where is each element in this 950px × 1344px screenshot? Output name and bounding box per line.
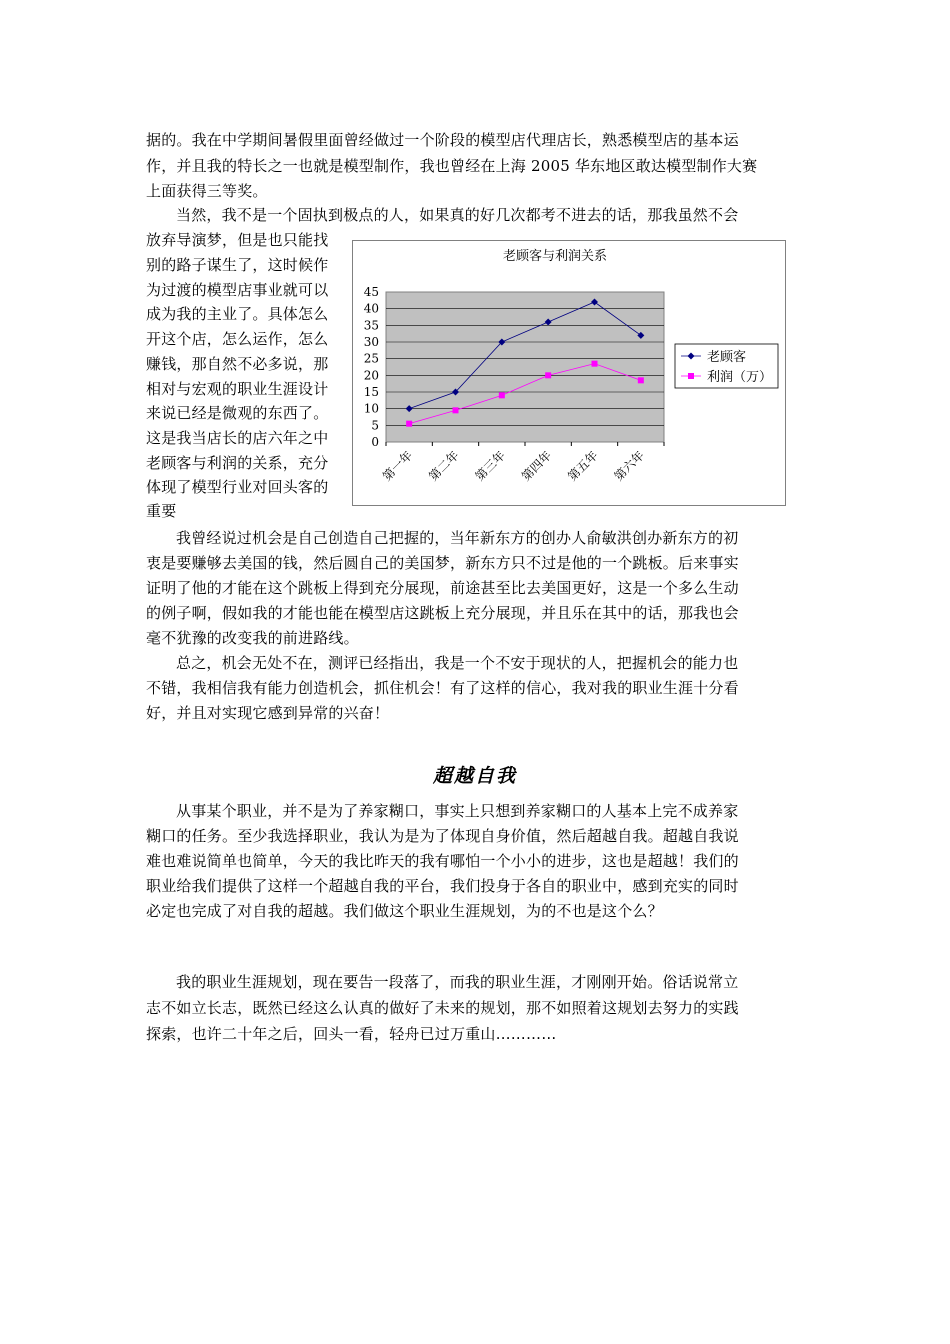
text-line: 当然，我不是一个固执到极点的人，如果真的好几次都考不进去的话，那我虽然不会 (176, 206, 739, 224)
text-line: 探索，也许二十年之后，回头一看，轻舟已过万重山………… (146, 1025, 557, 1043)
data-point-square (453, 407, 459, 413)
text-line: 职业给我们提供了这样一个超越自我的平台，我们投身于各自的职业中，感到充实的同时 (146, 877, 739, 895)
text-line: 体现了模型行业对回头客的 (146, 478, 329, 496)
y-tick-label: 25 (363, 351, 379, 366)
x-tick-label: 第二年 (426, 448, 462, 484)
text-line: 作，并且我的特长之一也就是模型制作，我也曾经在上海 2005 华东地区敢达模型制作大赛 (146, 157, 758, 175)
text-line: 来说已经是微观的东西了。 (146, 404, 329, 422)
text-line: 赚钱，那自然不必多说，那 (146, 355, 329, 373)
y-tick-label: 40 (363, 301, 379, 316)
chart-svg (353, 241, 785, 505)
x-tick-label: 第六年 (611, 448, 647, 484)
data-point-square (499, 392, 505, 398)
legend-marker (688, 373, 694, 379)
text-line: 重要 (146, 502, 177, 520)
y-tick-label: 0 (371, 435, 379, 449)
text-line: 这是我当店长的店六年之中 (146, 429, 329, 447)
text-line: 从事某个职业，并不是为了养家糊口，事实上只想到养家糊口的人基本上完不成养家 (176, 802, 739, 820)
data-point-square (592, 361, 598, 367)
text-line: 总之，机会无处不在，测评已经指出，我是一个不安于现状的人，把握机会的能力也 (176, 654, 739, 672)
text-line: 难也难说简单也简单，今天的我比昨天的我有哪怕一个小小的进步，这也是超越！我们的 (146, 852, 739, 870)
text-line: 老顾客与利润的关系，充分 (146, 454, 329, 472)
section-heading: 超越自我 (432, 765, 517, 787)
y-tick-label: 15 (363, 385, 379, 399)
legend-label: 利润（万） (707, 370, 773, 385)
legend-label: 老顾客 (707, 350, 747, 365)
y-tick-label: 45 (363, 285, 379, 299)
text-line: 好，并且对实现它感到异常的兴奋！ (146, 704, 390, 722)
text-line: 我的职业生涯规划，现在要告一段落了，而我的职业生涯，才刚刚开始。俗话说常立 (176, 973, 739, 991)
data-point-square (406, 421, 412, 427)
y-tick-label: 20 (363, 368, 379, 383)
text-line: 别的路子谋生了，这时候作 (146, 256, 329, 274)
text-line: 志不如立长志，既然已经这么认真的做好了未来的规划，那不如照着这规划去努力的实践 (146, 999, 739, 1017)
y-tick-label: 10 (363, 401, 379, 416)
chart-title: 老顾客与利润关系 (502, 249, 608, 264)
text-line: 糊口的任务。至少我选择职业，我认为是为了体现自身价值，然后超越自我。超越自我说 (146, 827, 739, 845)
plot-area (386, 292, 664, 442)
text-line: 上面获得三等奖。 (146, 182, 268, 200)
data-point-square (545, 372, 551, 378)
text-line: 据的。我在中学期间暑假里面曾经做过一个阶段的模型店代理店长，熟悉模型店的基本运 (146, 131, 739, 149)
line-chart (352, 240, 786, 506)
text-line: 成为我的主业了。具体怎么 (146, 305, 329, 323)
x-tick-label: 第一年 (379, 448, 416, 484)
text-line: 必定也完成了对自我的超越。我们做这个职业生涯规划，为的不也是这个么？ (146, 902, 663, 920)
text-line: 证明了他的才能在这个跳板上得到充分展现，前途甚至比去美国更好，这是一个多么生动 (146, 579, 739, 597)
x-tick-label: 第四年 (518, 448, 555, 484)
x-tick-label: 第五年 (565, 448, 601, 484)
text-line: 开这个店，怎么运作，怎么 (146, 330, 329, 348)
y-tick-label: 5 (371, 418, 379, 433)
text-line: 的例子啊，假如我的才能也能在模型店这跳板上充分展现，并且乐在其中的话，那我也会 (146, 604, 739, 622)
x-tick-label: 第三年 (472, 448, 508, 484)
data-point-square (638, 377, 644, 383)
text-line: 相对与宏观的职业生涯设计 (146, 380, 329, 398)
text-line: 放弃导演梦，但是也只能找 (146, 231, 329, 249)
y-tick-label: 30 (363, 335, 379, 349)
text-line: 衷是要赚够去美国的钱，然后圆自己的美国梦，新东方只不过是他的一个跳板。后来事实 (146, 554, 739, 572)
text-line: 不错，我相信我有能力创造机会，抓住机会！有了这样的信心，我对我的职业生涯十分看 (146, 679, 739, 697)
text-line: 为过渡的模型店事业就可以 (146, 281, 329, 299)
y-tick-label: 35 (363, 318, 379, 333)
text-line: 毫不犹豫的改变我的前进路线。 (146, 629, 359, 647)
text-line: 我曾经说过机会是自己创造自己把握的，当年新东方的创办人俞敏洪创办新东方的初 (176, 529, 739, 547)
